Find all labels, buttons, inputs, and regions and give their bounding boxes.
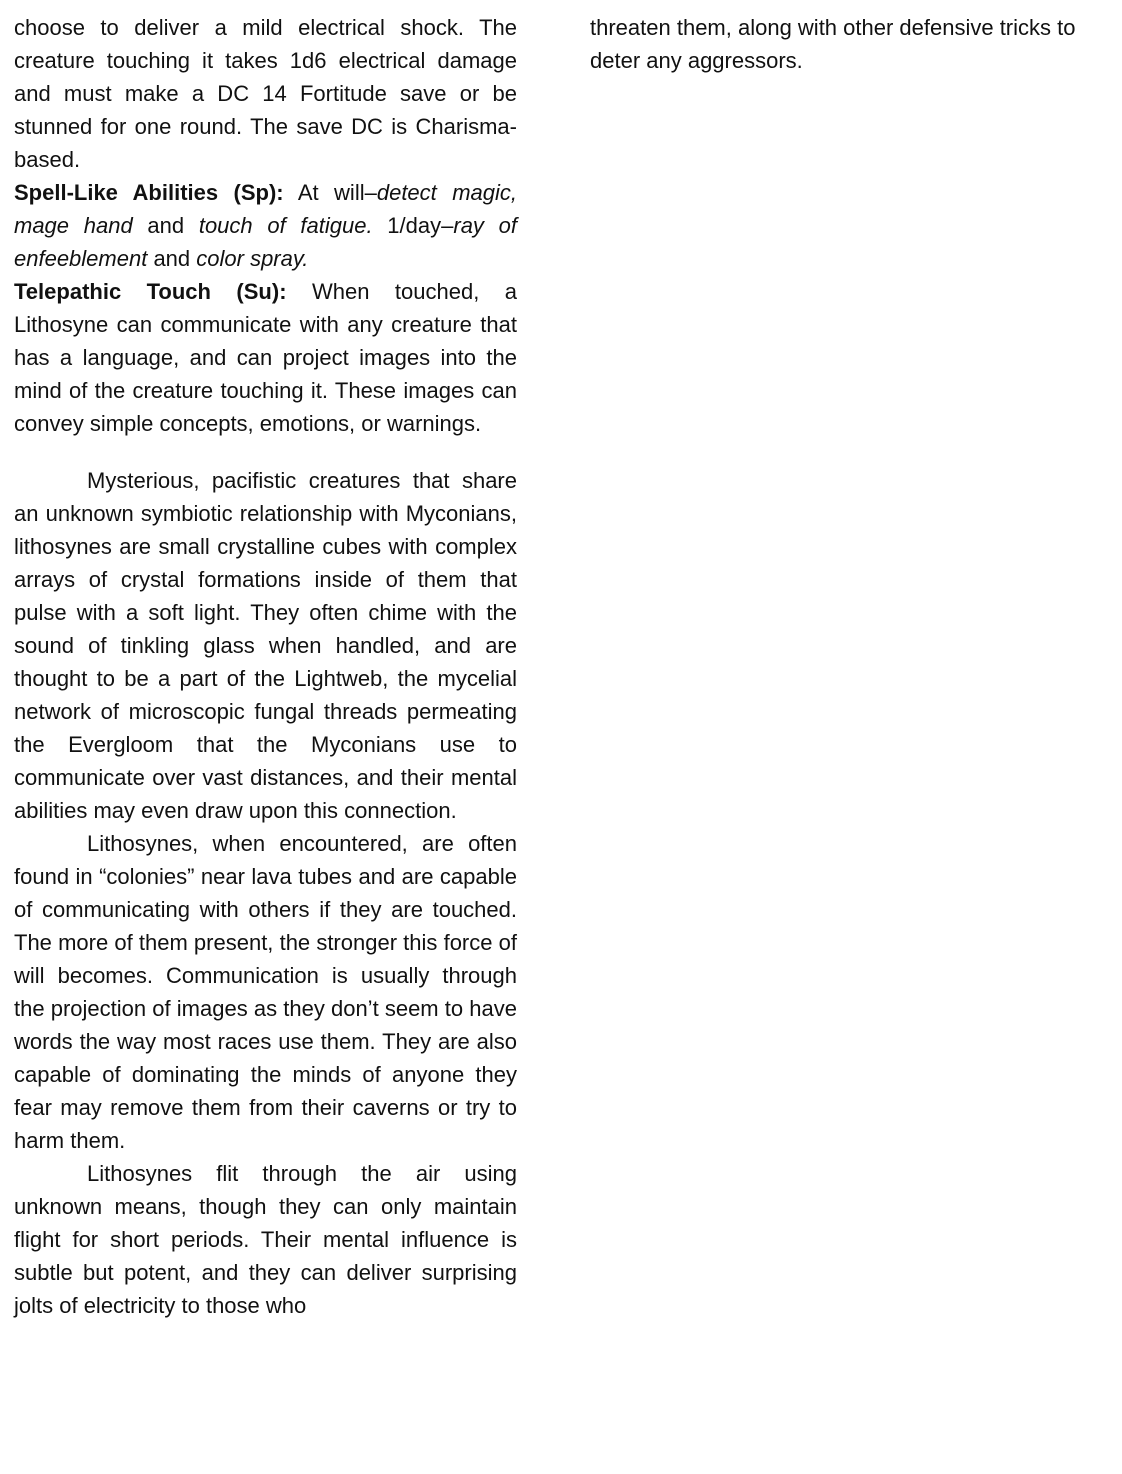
at-will-prefix: At will– — [283, 180, 377, 205]
telepathic-touch-text: When touched, a Lithosyne can communicate with any creature that has a language, and can project images into the mind of the creature touching it. These images can convey simple concepts, emotions, or warnings. — [14, 279, 517, 436]
per-day-prefix: 1/day– — [372, 213, 454, 238]
shock-ability-continuation: choose to deliver a mild electrical shock. The creature touching it takes 1d6 electrical damage and must make a DC 14 Fortitude save or be stunned for one round. The save DC is Charisma-based. — [14, 15, 517, 172]
description-paragraph-3: Lithosynes flit through the air using unknown means, though they can only maintain flight for short periods. Their mental influence is subtle but potent, and they can deliver surprising jolts of electricity to those who — [14, 1161, 517, 1318]
per-day-spell-1: ray of enfeeblement — [14, 213, 517, 271]
right-column — [590, 11, 1100, 77]
and-text-1: and — [132, 213, 199, 238]
telepathic-touch-entry — [14, 275, 517, 440]
left-column — [14, 11, 517, 1322]
spell-like-abilities-label: Spell-Like Abilities (Sp): — [14, 180, 284, 205]
spell-like-abilities-entry — [14, 176, 517, 275]
telepathic-touch-label: Telepathic Touch (Su): — [14, 279, 287, 304]
at-will-spell-2: touch of fatigue. — [198, 213, 373, 238]
description-paragraph-2: Lithosynes, when encountered, are often found in “colonies” near lava tubes and are capable of communicating with others if they are touched. The more of them present, the stronger this force of will becomes. Communication is usually through the projection of images as they don’t seem to have words the way most races use them. They are also capable of dominating the minds of anyone they fear may remove them from their caverns or try to harm them. — [14, 831, 517, 1153]
and-text-2: and — [147, 246, 197, 271]
description-paragraph-3-continuation: threaten them, along with other defensive tricks to deter any aggressors. — [590, 15, 1076, 73]
at-will-spell-1: detect magic, mage hand — [14, 180, 517, 238]
description-paragraph-1: Mysterious, pacifistic creatures that share an unknown symbiotic relationship with Myconians, lithosynes are small crystalline cubes with complex arrays of crystal formations inside of them that pulse with a soft light. They often chime with the sound of tinkling glass when handled, and are thought to be a part of the Lightweb, the mycelial network of microscopic fungal threads permeating the Evergloom that the Myconians use to communicate over vast distances, and their mental abilities may even draw upon this connection. — [14, 468, 517, 823]
per-day-spell-2: color spray. — [196, 246, 309, 271]
